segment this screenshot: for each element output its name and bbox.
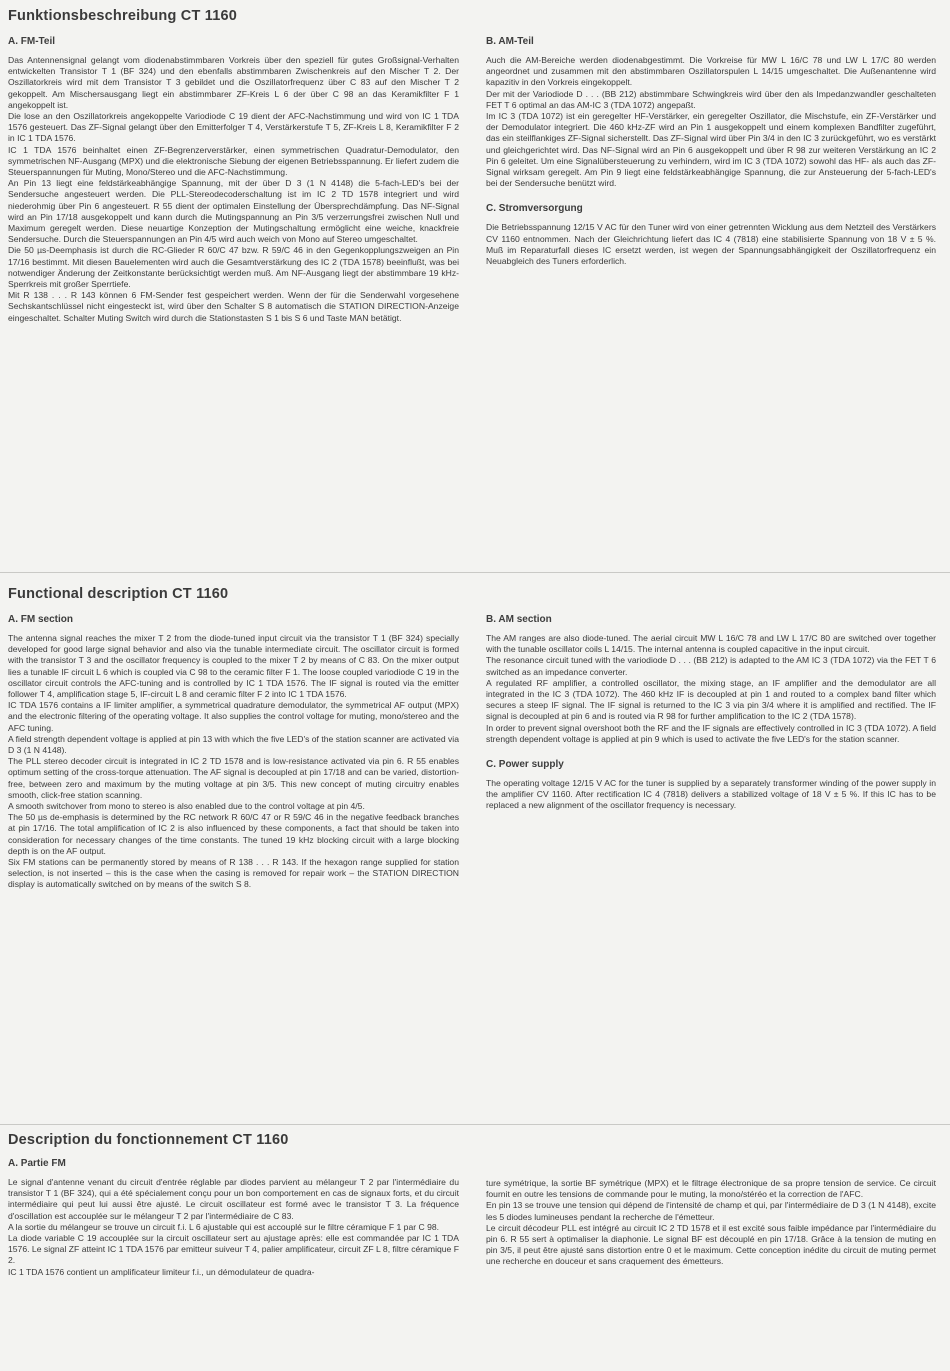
spacer <box>486 189 936 203</box>
german-am-heading: B. AM-Teil <box>486 36 534 47</box>
french-right-column <box>486 1178 936 1370</box>
french-fm-paragraph: A la sortie du mélangeur se trouve un circuit f.i. L 6 ajustable qui est accouplé sur le filtre céramique F 1 par C 98. <box>8 1221 440 1232</box>
english-fm-paragraph: The PLL stereo decoder circuit is integrated in IC 2 TD 1578 and is low-resistance activated via pin 6. R 55 enables optimum setting of the cross-torque attenuation. The AF signal is decoupled at pin 17/18 and can be varied, distortion-free, between zero and maximum by the muting voltage at pin 3/5. This new concept of muting circuitry enables smooth, click-free station scanning. <box>8 756 459 800</box>
english-fm-paragraph: A smooth switchover from mono to stereo is also enabled due to the control voltage at pin 4/5. <box>8 801 365 812</box>
german-power-paragraph: Die Betriebsspannung 12/15 V AC für den Tuner wird von einer getrennten Wicklung aus dem Netzteil des Verstärkers CV 1160 entnommen. Nach der Gleichrichtung liefert das IC 4 (7818) eine stabilisierte Spannung von 18 V ± 5 %. Muß im Reparaturfall dieses IC ersetzt werden, ist wegen der Spannungsabhängigkeit der Oszillatorfrequenz ein Neuabgleich des Tuners erforderlich. <box>486 222 936 267</box>
english-power-heading: C. Power supply <box>486 759 564 771</box>
section-english <box>0 578 950 1123</box>
german-right-column <box>486 36 936 566</box>
english-fm-paragraph: IC TDA 1576 contains a IF limiter amplifier, a symmetrical quadrature demodulator, the symmetrical AF output (MPX) and the electronic filtering of the operating voltage. It also supplies the control voltage for muting, mono/stereo and the AFC tuning. <box>8 700 459 733</box>
german-am-paragraph: Auch die AM-Bereiche werden diodenabgestimmt. Die Vorkreise für MW L 16/C 78 und LW L 17/C 80 werden angeordnet und zusammen mit den abstimmbaren Oszillatorspulen L 14/15 umgeschaltet. Die Außenantenne wird kapazitiv in den Vorkreis eingekoppelt. <box>486 55 936 88</box>
french-fm-heading: A. Partie FM <box>8 1158 66 1169</box>
german-am-paragraph: Der mit der Variodiode D . . . (BB 212) abstimmbare Schwingkreis wird über den als Impedanzwandler geschalteten FET T 6 optimal an das AM-IC 3 (TDA 1072) angepaßt. <box>486 88 936 110</box>
english-left-column <box>8 614 459 1119</box>
english-fm-paragraph: A field strength dependent voltage is applied at pin 13 with which the five LED's of the station scanner are activated via D 3 (1 N 4148). <box>8 733 459 756</box>
section-title-german: Funktionsbeschreibung CT 1160 <box>8 8 237 24</box>
french-fm-paragraph: ture symétrique, la sortie BF symétrique (MPX) et le filtrage électronique de sa propre tension de service. Ce circuit fournit en outre les tensions de commande pour le muting, la mono/stéréo et la correction de l'AFC. <box>486 1178 936 1200</box>
section-german <box>0 0 950 570</box>
german-am-paragraph: Im IC 3 (TDA 1072) ist ein geregelter HF-Verstärker, ein geregelter Oszillator, die Mischstufe, ein ZF-Verstärker und der Demodulator integriert. Die 460 kHz-ZF wird an Pin 1 ausgekoppelt und einem komplexen Bandfilter zugeführt, das ein steilflankiges ZF-Signal sicherstellt. Das ZF-Signal wird über Pin 3/4 in den IC 3 zurückgeführt, wo es verstärkt und gleichgerichtet wird. Das NF-Signal wird an Pin 6 ausgekoppelt und über R 98 zur weiteren Verstärkung an IC 2 Pin 6 geleitet. Um eine Signalübersteuerung zu verhindern, wird im IC 3 (TDA 1072) sowohl das HF- als auch das ZF-Signal wirksam geregelt. Am Pin 9 liegt eine feldstärkeabhängige Spannung, die zur Ansteuerung der 5-fach-LED's bei der Sendersuche benützt wird. <box>486 111 936 189</box>
french-fm-paragraph: En pin 13 se trouve une tension qui dépend de l'intensité de champ et qui, par l'intermédiaire de D 3 (1 N 4148), excite les 5 diodes lumineuses pendant la recherche de l'émetteur. <box>486 1200 936 1222</box>
section-divider <box>0 1124 950 1125</box>
german-left-column <box>8 36 459 566</box>
german-fm-heading: A. FM-Teil <box>8 36 56 47</box>
english-am-paragraph: The resonance circuit tuned with the variodiode D . . . (BB 212) is adapted to the AM IC 3 (TDA 1072) via the FET T 6 switched as an impedance converter. <box>486 655 936 677</box>
english-fm-heading: A. FM section <box>8 614 74 625</box>
english-fm-paragraph: The antenna signal reaches the mixer T 2 from the diode-tuned input circuit via the transistor T 1 (BF 324) specially developed for good large signal behavior and also via the tunable intermediate circuit. The oscillator circuit is formed with the transistor T 3 and the oscillator frequency is coupled to the mixer T 2 by means of C 83. On the mixer output lies a tunable IF circuit L 6 which is coupled via C 98 to the ceramic filter F 1. The loose coupled variodiode C 19 in the oscillator circuit controls the AFC-tuning and is controlled by IC 1 TDA 1576. The IF signal is routed via the emitter follower T 4, amplification stage 5, IF-circuit L 8 and ceramic filter F 2 into IC 1 TDA 1576. <box>8 633 459 700</box>
section-divider <box>0 572 950 573</box>
french-fm-paragraph: La diode variable C 19 accouplée sur la circuit oscillateur sert au ajustage après: elle est commandée par IC 1 TDA 1576. Le signal ZF atteint IC 1 TDA 1576 par emitteur suiveur T 4, palier amplificateur, circuit ZF L 8, filtre céramique F 2. <box>8 1233 459 1266</box>
english-fm-paragraph: Six FM stations can be permanently stored by means of R 138 . . . R 143. If the hexagon range supplied for station selection, is not inserted – this is the case when the casing is removed for repair work – the STATION DIRECTION display is automatically switched on by means of the switch S 8. <box>8 857 459 890</box>
french-fm-paragraph: IC 1 TDA 1576 contient un amplificateur limiteur f.i., un démodulateur de quadra- <box>8 1266 315 1277</box>
english-right-column <box>486 614 936 1119</box>
section-french <box>0 1128 950 1371</box>
german-fm-paragraph: IC 1 TDA 1576 beinhaltet einen ZF-Begrenzerverstärker, einen symmetrischen Quadratur-Demodulator, den symmetrischen NF-Ausgang (MPX) und die elektronische Siebung der eigenen Betriebsspannung. Er liefert zudem die Steuerspannungen für Muting, Mono/Stereo und die AFC-Nachstimmung. <box>8 144 459 178</box>
german-power-heading: C. Stromversorgung <box>486 203 583 215</box>
english-am-paragraph: In order to prevent signal overshoot both the RF and the IF signals are effectively controlled in IC 3 (TDA 1072). A field strength dependent voltage is applied at pin 9 which is used to activate the five LED's for the station scanner. <box>486 722 936 744</box>
section-title-english: Functional description CT 1160 <box>8 586 229 602</box>
german-fm-paragraph: Die 50 µs-Deemphasis ist durch die RC-Glieder R 60/C 47 bzw. R 59/C 46 in den Gegenkopplungszweigen an Pin 17/16 bestimmt. Mit diesen Bauelementen wird auch die Gesamtverstärkung des IC 2 (TDA 1578) beeinflußt, was bei notwendiger Änderung der Zeitkonstante berücksichtigt werden muß. Am NF-Ausgang liegt der abstimmbare 19 kHz-Sperrkreis mit großer Sperrtiefe. <box>8 245 459 290</box>
english-am-paragraph: A regulated RF amplifier, a controlled oscillator, the mixing stage, an IF amplifier and the demodulator are all integrated in the IC 3 (TDA 1072). The 460 kHz IF is decoupled at pin 1 and routed to a complex band filter which secures a steep IF signal. The IF signal is returned to the IC 3 via pin 3/4 where it is amplified and rectified. The IF signal is decoupled at pin 6 and is routed via R 98 for further amplification to the IC 2 (TDA 1578). <box>486 677 936 722</box>
english-power-paragraph: The operating voltage 12/15 V AC for the tuner is supplied by a separately transformer winding of the power supply in the amplifier CV 1160. After rectification IC 4 (7818) delivers a stabilized voltage of 18 V ± 5 %. If this IC has to be replaced a new alignment of the oscillator frequency is necessary. <box>486 778 936 811</box>
french-left-column <box>8 1158 459 1370</box>
french-fm-paragraph: Le signal d'antenne venant du circuit d'entrée réglable par diodes parvient au mélangeur T 2 par l'intermédiaire du transistor T 1 (BF 324), qui a été spécialement conçu pour un bon comportement en cas de signaux forts, et du circuit intermédiaire qui peut lui aussi être ajusté. Le circuit oscillateur est formé avec le transistor T 3. La fréquence d'oscillation est accouplée sur le mélangeur T 2 par l'intermédiaire de C 83. <box>8 1177 459 1221</box>
english-am-paragraph: The AM ranges are also diode-tuned. The aerial circuit MW L 16/C 78 and LW L 17/C 80 are switched over together with the tunable oscillator coils L 14/15. The internal antenna is coupled capacitive in the input circuit. <box>486 633 936 655</box>
german-fm-paragraph: An Pin 13 liegt eine feldstärkeabhängige Spannung, mit der über D 3 (1 N 4148) die 5-fach-LED's bei der Sendersuche angesteuert werden. Die PLL-Stereodecoderschaltung ist im IC 2 TD 1578 integriert und wird niederohmig über Pin 6 angesteuert. R 55 dient der optimalen Einstellung der Übersprechdämpfung. Das NF-Signal wird an Pin 17/18 ausgekoppelt und kann durch die Mutingspannung an Pin 3/5 verzerrungsfrei zwischen Null und Maximum geregelt werden. Diese neuartige Konzeption der Mutingschaltung ermöglicht eine weiche, knackfreie Sendersuche. Durch die Steuerspannungen an Pin 4/5 wird auch weich von Mono auf Stereo umgeschaltet. <box>8 178 459 245</box>
english-fm-paragraph: The 50 µs de-emphasis is determined by the RC network R 60/C 47 or R 59/C 46 in the negative feedback branches at pin 17/16. The total amplification of IC 2 is also influenced by these components, a fact that should be taken into consideration for necessary changes of the time constants. The tuned 19 kHz blocking circuit with a large blocking depth is on the AF output. <box>8 812 459 856</box>
spacer <box>486 745 936 759</box>
french-fm-paragraph: Le circuit décodeur PLL est intégré au circuit IC 2 TD 1578 et il est excité sous faible impédance par l'intermédiaire du pin 6. R 55 sert à optimaliser la diaphonie. Le signal BF est découplé en pin 17/18. Grâce à la tension de muting en pin 3/5, il peut être ajusté sans distortion entre 0 et le maximum. Cette conception inédite du circuit de muting permet une recherche en douceur et sans craquement des émetteurs. <box>486 1222 936 1267</box>
german-fm-paragraph: Die lose an den Oszillatorkreis angekoppelte Variodiode C 19 dient der AFC-Nachstimmung und wird von IC 1 TDA 1576 gesteuert. Das ZF-Signal gelangt über den Emitterfolger T 4, Verstärkerstufe T 5, ZF-Kreis L 8, Keramikfilter F 2 in IC 1 TDA 1576. <box>8 111 459 144</box>
english-am-heading: B. AM section <box>486 614 552 625</box>
german-fm-paragraph: Mit R 138 . . . R 143 können 6 FM-Sender fest gespeichert werden. Wenn der für die Senderwahl vorgesehene Sechskantschlüssel nicht eingesteckt ist, wird über den Schalter S 8 automatisch die STATION DIRECTION-Anzeige eingeschaltet. Schalter Muting Switch wird durch die Stationstasten S 1 bis S 6 und Taste MAN betätigt. <box>8 290 459 323</box>
german-fm-paragraph: Das Antennensignal gelangt vom diodenabstimmbaren Vorkreis über den speziell für gutes Großsignal-Verhalten entwickelten Transistor T 1 (BF 324) und den ebenfalls abstimmbaren Zwischenkreis auf den Mischer T 2. Der Oszillatorkreis wird mit dem Transistor T 3 gebildet und die Oszillatorfrequenz über C 83 auf den Mischer T 2 gekoppelt. Am Mischersausgang liegt ein abstimmbarer ZF-Kreis L 6 der über C 98 an das Keramikfilter F 1 angekoppelt ist. <box>8 55 459 110</box>
section-title-french: Description du fonctionnement CT 1160 <box>8 1132 289 1148</box>
